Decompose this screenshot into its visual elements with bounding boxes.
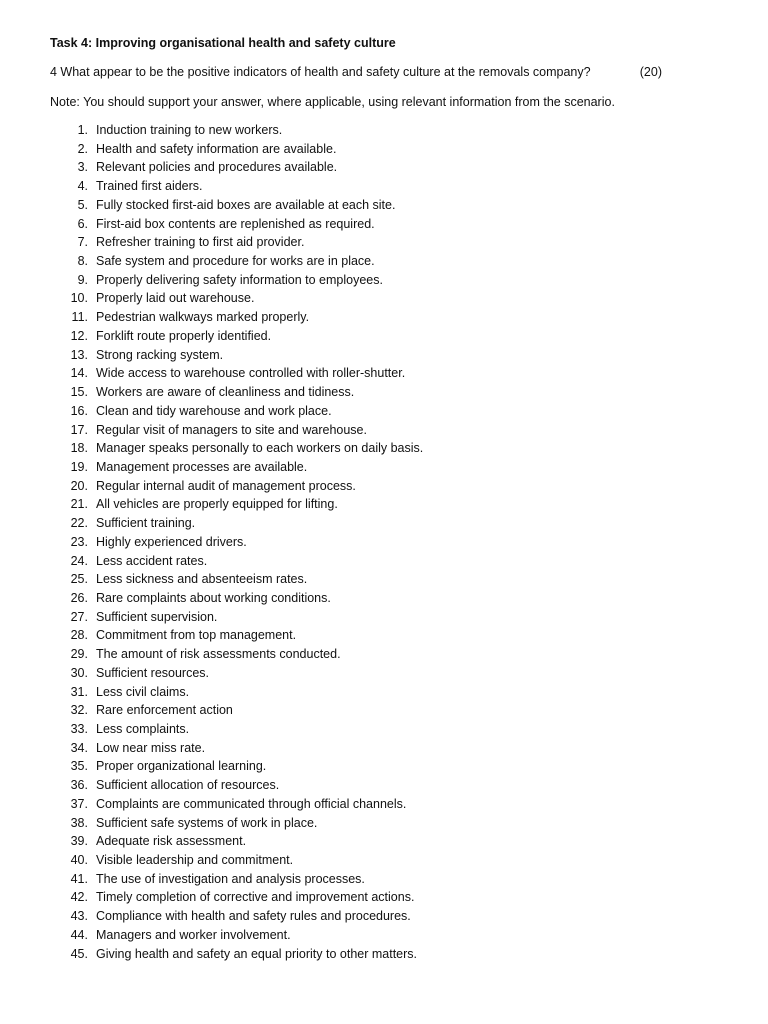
list-item-text: Less complaints. (96, 722, 190, 736)
list-item-text: Fully stocked first-aid boxes are available at each site. (96, 197, 396, 212)
list-item-text: Refresher training to first aid provider. (96, 235, 305, 250)
list-item (60, 252, 423, 271)
list-item-text: First-aid box contents are replenished as required. (96, 216, 375, 231)
list-item-number: 35. (70, 759, 88, 774)
list-item (60, 832, 423, 851)
list-item-text: Health and safety information are available. (96, 141, 337, 156)
list-item-text: Pedestrian walkways marked properly. (96, 310, 310, 325)
list-item-text: Less accident rates. (96, 553, 208, 568)
list-item-number: 3. (77, 160, 88, 175)
list-item-text: Regular visit of managers to site and warehouse. (96, 422, 367, 437)
list-item-text: Relevant policies and procedures available. (96, 160, 338, 175)
list-item-text: Giving health and safety an equal priority to other matters. (96, 946, 418, 961)
list-item (60, 458, 423, 477)
list-item-number: 22. (70, 516, 88, 531)
list-item-number: 40. (70, 853, 88, 868)
list-item-text: Visible leadership and commitment. (96, 853, 294, 868)
list-item-text: Proper organizational learning. (96, 759, 267, 774)
list-item (60, 795, 423, 814)
list-item (60, 888, 423, 907)
list-item-text: Manager speaks personally to each workers on daily basis. (96, 441, 424, 456)
list-item-text: Induction training to new workers. (96, 123, 283, 137)
list-item (60, 533, 423, 552)
list-item-number: 13. (70, 347, 88, 362)
list-item-number: 6. (77, 216, 88, 231)
list-item-text: All vehicles are properly equipped for lifting. (96, 497, 338, 512)
list-item-number: 37. (70, 796, 88, 811)
list-item (60, 158, 423, 177)
list-item (60, 720, 423, 739)
list-item-text: Highly experienced drivers. (96, 534, 247, 549)
list-item-number: 5. (77, 197, 88, 212)
list-item-number: 21. (70, 497, 88, 512)
list-item-number: 10. (70, 291, 88, 306)
list-item-number: 15. (70, 385, 88, 400)
list-item-text: The amount of risk assessments conducted. (96, 647, 341, 662)
list-item-number: 41. (70, 871, 88, 886)
list-item-text: Complaints are communicated through official channels. (96, 796, 407, 811)
list-item (60, 364, 423, 383)
list-item (60, 664, 423, 683)
list-item-number: 39. (70, 834, 88, 849)
list-item-text: Sufficient allocation of resources. (96, 778, 280, 793)
list-item-number: 27. (70, 609, 88, 624)
list-item-number: 29. (70, 647, 88, 662)
list-item-text: Regular internal audit of management process. (96, 478, 356, 493)
list-item (60, 589, 423, 608)
list-item-text: Clean and tidy warehouse and work place. (96, 403, 332, 418)
list-item (60, 701, 423, 720)
list-item-text: Sufficient training. (96, 516, 196, 531)
list-item-number: 9. (77, 272, 88, 287)
list-item (60, 851, 423, 870)
list-item (60, 683, 423, 702)
list-item-number: 16. (70, 403, 88, 418)
question-text: 4 What appear to be the positive indicators of health and safety culture at the removals company? (50, 65, 591, 79)
task-title: Task 4: Improving organisational health and safety culture (50, 36, 396, 50)
list-item-number: 38. (70, 815, 88, 830)
list-item (60, 271, 423, 290)
list-item-number: 26. (70, 590, 88, 605)
list-item (60, 926, 423, 945)
list-item-number: 14. (70, 366, 88, 381)
list-item-number: 17. (70, 422, 88, 437)
list-item-number: 30. (70, 665, 88, 680)
list-item-text: Workers are aware of cleanliness and tidiness. (96, 385, 355, 400)
list-item-number: 31. (70, 684, 88, 699)
list-item (60, 439, 423, 458)
list-item (60, 552, 423, 571)
list-item-number: 4. (77, 179, 88, 194)
list-item-number: 33. (70, 722, 88, 736)
list-item-text: Timely completion of corrective and improvement actions. (96, 890, 415, 905)
list-item-number: 34. (70, 740, 88, 755)
list-item-number: 23. (70, 534, 88, 549)
list-item-text: Management processes are available. (96, 459, 308, 474)
list-item (60, 196, 423, 215)
list-item-number: 20. (70, 478, 88, 493)
list-item-text: Sufficient supervision. (96, 609, 218, 624)
list-item-text: Compliance with health and safety rules and procedures. (96, 909, 411, 924)
list-item (60, 945, 423, 964)
list-item-text: Sufficient safe systems of work in place. (96, 815, 318, 830)
list-item-text: Safe system and procedure for works are in place. (96, 254, 375, 269)
list-item (60, 289, 423, 308)
list-item-text: Forklift route properly identified. (96, 328, 272, 343)
note: Note: You should support your answer, where applicable, using relevant information from the scenario. (50, 95, 615, 109)
list-item-number: 32. (70, 703, 88, 718)
list-item-text: Properly delivering safety information to employees. (96, 272, 383, 287)
list-item (60, 121, 423, 140)
list-item-number: 2. (77, 141, 88, 156)
list-item-text: Low near miss rate. (96, 740, 206, 755)
list-item-number: 44. (70, 927, 88, 942)
list-item-number: 18. (70, 441, 88, 456)
list-item (60, 514, 423, 533)
list-item-text: Less sickness and absenteeism rates. (96, 572, 308, 587)
list-item-number: 36. (70, 778, 88, 793)
answer-list (60, 121, 423, 963)
list-item-number: 42. (70, 890, 88, 905)
list-item (60, 907, 423, 926)
list-item-text: Sufficient resources. (96, 665, 210, 680)
list-item (60, 495, 423, 514)
list-item-number: 28. (70, 628, 88, 643)
list-item (60, 346, 423, 365)
list-item-text: Wide access to warehouse controlled with roller-shutter. (96, 366, 406, 381)
list-item (60, 645, 423, 664)
list-item-number: 11. (71, 310, 88, 325)
list-item (60, 870, 423, 889)
list-item-text: Commitment from top management. (96, 628, 297, 643)
list-item (60, 739, 423, 758)
list-item-number: 8. (77, 254, 88, 269)
list-item (60, 477, 423, 496)
list-item (60, 814, 423, 833)
question (50, 65, 662, 79)
list-item-number: 7. (77, 235, 88, 250)
list-item (60, 327, 423, 346)
list-item (60, 383, 423, 402)
list-item-text: The use of investigation and analysis processes. (96, 871, 365, 886)
list-item-text: Less civil claims. (96, 684, 190, 699)
list-item-text: Rare enforcement action (96, 703, 233, 718)
list-item (60, 233, 423, 252)
list-item (60, 140, 423, 159)
list-item-text: Strong racking system. (96, 347, 224, 362)
list-item (60, 757, 423, 776)
list-item-text: Managers and worker involvement. (96, 927, 291, 942)
list-item (60, 177, 423, 196)
list-item-number: 19. (70, 459, 88, 474)
list-item (60, 608, 423, 627)
list-item (60, 776, 423, 795)
list-item (60, 308, 423, 327)
list-item-number: 45. (70, 946, 88, 961)
list-item (60, 215, 423, 234)
list-item-text: Adequate risk assessment. (96, 834, 247, 849)
list-item (60, 626, 423, 645)
list-item-text: Properly laid out warehouse. (96, 291, 255, 306)
list-item-number: 12. (70, 328, 88, 343)
list-item-number: 25. (70, 572, 88, 587)
list-item (60, 402, 423, 421)
list-item-number: 1. (77, 123, 88, 137)
list-item-text: Rare complaints about working conditions. (96, 590, 331, 605)
list-item-number: 24. (70, 553, 88, 568)
list-item (60, 570, 423, 589)
list-item-number: 43. (70, 909, 88, 924)
list-item-text: Trained first aiders. (96, 179, 203, 194)
question-marks: (20) (639, 65, 662, 79)
list-item (60, 421, 423, 440)
